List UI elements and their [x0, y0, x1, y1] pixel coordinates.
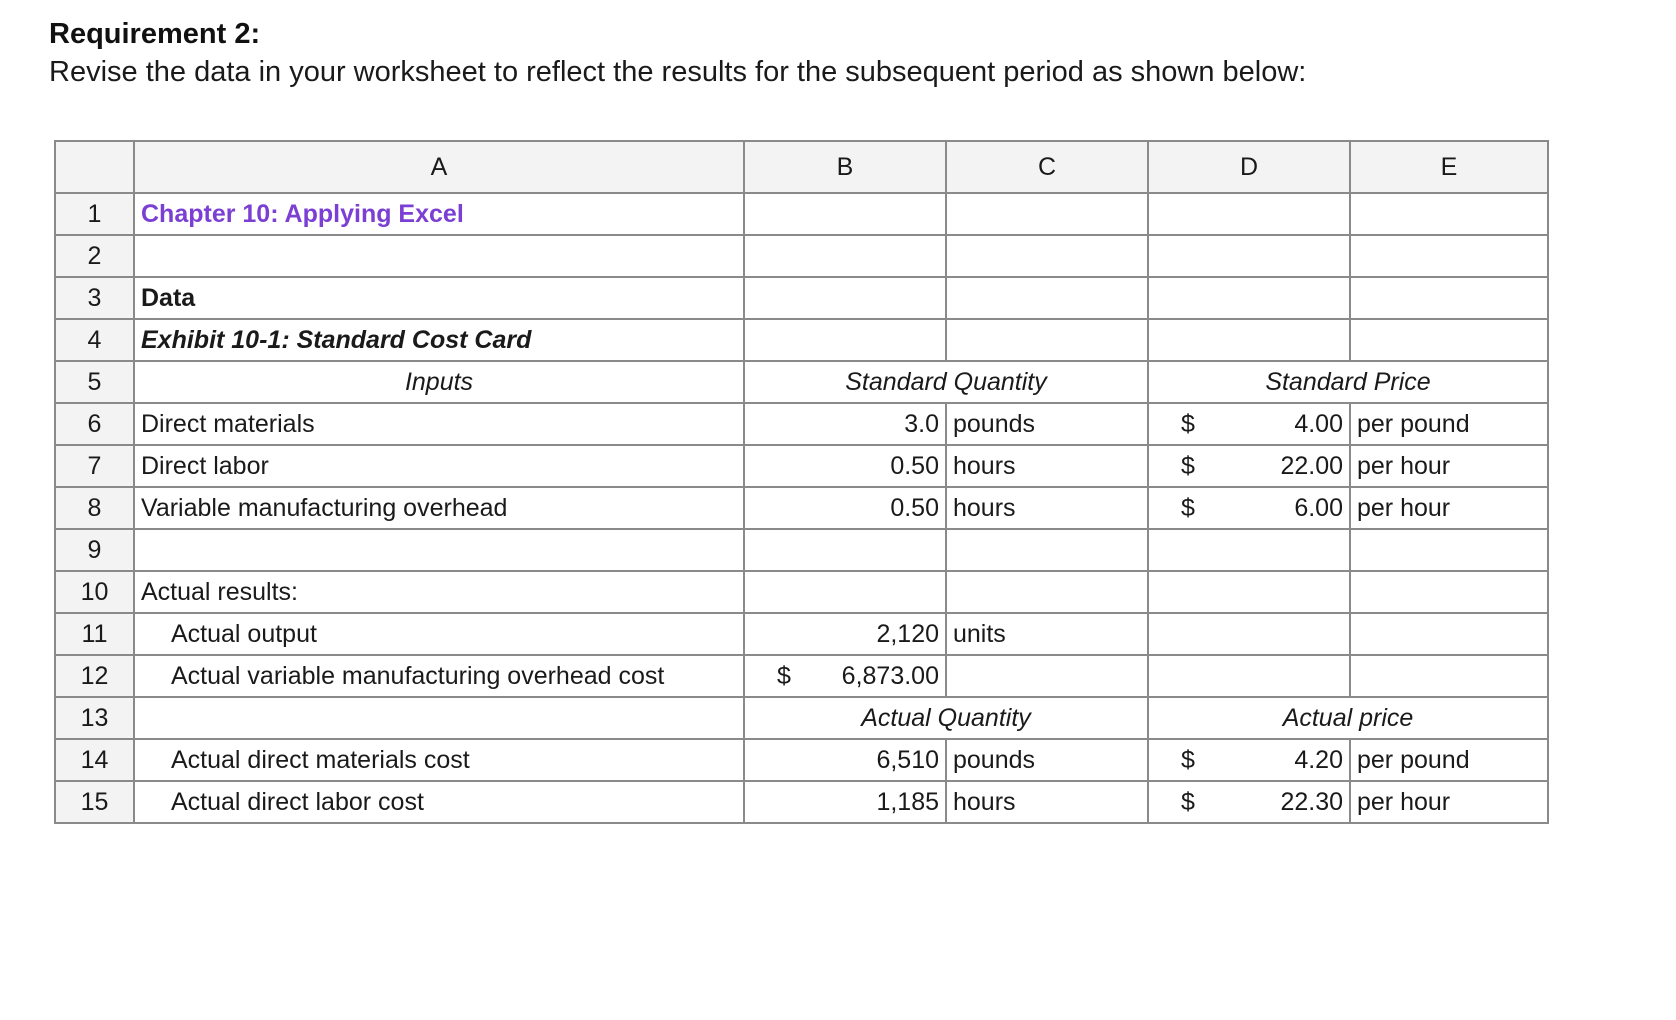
- currency-cell: [1155, 740, 1343, 780]
- currency-cell: [751, 656, 939, 696]
- cell-a8[interactable]: Variable manufacturing overhead: [134, 487, 744, 529]
- sheet-row: [55, 613, 1548, 655]
- currency-cell: [1155, 404, 1343, 444]
- cell-e3[interactable]: [1350, 277, 1548, 319]
- column-header-d[interactable]: D: [1148, 141, 1350, 193]
- price-unit: per pound: [1357, 409, 1470, 438]
- cell-a7[interactable]: Direct labor: [134, 445, 744, 487]
- cell-d15[interactable]: [1148, 781, 1350, 823]
- cell-b12[interactable]: [744, 655, 946, 697]
- row-header[interactable]: 9: [55, 529, 134, 571]
- currency-symbol: $: [1181, 451, 1195, 480]
- sheet-row: [55, 655, 1548, 697]
- cell-d5-e5[interactable]: Standard Price: [1148, 361, 1548, 403]
- price-value: 22.00: [1280, 451, 1343, 480]
- cell-d1[interactable]: [1148, 193, 1350, 235]
- cell-a15[interactable]: Actual direct labor cost: [134, 781, 744, 823]
- cell-a11[interactable]: Actual output: [134, 613, 744, 655]
- cell-value: 6,873.00: [841, 661, 939, 690]
- cell-d9[interactable]: [1148, 529, 1350, 571]
- cell-a9[interactable]: [134, 529, 744, 571]
- sheet-row: [55, 403, 1548, 445]
- sheet-row: [55, 277, 1548, 319]
- cell-a5[interactable]: Inputs: [134, 361, 744, 403]
- price-value: 4.20: [1294, 745, 1343, 774]
- currency-cell: [1155, 782, 1343, 822]
- cell-c1[interactable]: [946, 193, 1148, 235]
- requirement-title: Requirement 2:: [49, 18, 261, 50]
- cell-c9[interactable]: [946, 529, 1148, 571]
- row-header[interactable]: 6: [55, 403, 134, 445]
- row-header[interactable]: 3: [55, 277, 134, 319]
- cell-b7[interactable]: 0.50: [744, 445, 946, 487]
- currency-cell: [1155, 446, 1343, 486]
- row-header[interactable]: 13: [55, 697, 134, 739]
- sheet-row: [55, 529, 1548, 571]
- cell-e10[interactable]: [1350, 571, 1548, 613]
- cell-b15[interactable]: 1,185: [744, 781, 946, 823]
- cell-d14[interactable]: [1148, 739, 1350, 781]
- spreadsheet: [54, 140, 1549, 824]
- cell-c2[interactable]: [946, 235, 1148, 277]
- row-header[interactable]: 4: [55, 319, 134, 361]
- row-header[interactable]: 12: [55, 655, 134, 697]
- cell-d6[interactable]: [1148, 403, 1350, 445]
- row-header[interactable]: 5: [55, 361, 134, 403]
- sheet-row: [55, 319, 1548, 361]
- cell-d3[interactable]: [1148, 277, 1350, 319]
- cell-a6[interactable]: Direct materials: [134, 403, 744, 445]
- cell-a2[interactable]: [134, 235, 744, 277]
- row-header[interactable]: 14: [55, 739, 134, 781]
- cell-d4[interactable]: [1148, 319, 1350, 361]
- cell-b14[interactable]: 6,510: [744, 739, 946, 781]
- cell-b5-c5[interactable]: Standard Quantity: [744, 361, 1148, 403]
- column-header-row: [55, 141, 1548, 193]
- cell-b8[interactable]: 0.50: [744, 487, 946, 529]
- cell-e6[interactable]: [1350, 403, 1548, 445]
- cell-c14[interactable]: pounds: [946, 739, 1148, 781]
- cell-b3[interactable]: [744, 277, 946, 319]
- cell-e9[interactable]: [1350, 529, 1548, 571]
- cell-d11[interactable]: [1148, 613, 1350, 655]
- cell-e14[interactable]: [1350, 739, 1548, 781]
- cell-a13[interactable]: [134, 697, 744, 739]
- currency-symbol: $: [1181, 409, 1195, 438]
- cell-d2[interactable]: [1148, 235, 1350, 277]
- cell-d13-e13[interactable]: Actual price: [1148, 697, 1548, 739]
- cell-e12[interactable]: [1350, 655, 1548, 697]
- cell-a14[interactable]: Actual direct materials cost: [134, 739, 744, 781]
- column-header-e[interactable]: E: [1350, 141, 1548, 193]
- price-unit: per pound: [1357, 745, 1470, 774]
- cell-e15[interactable]: [1350, 781, 1548, 823]
- row-header[interactable]: 2: [55, 235, 134, 277]
- cell-b2[interactable]: [744, 235, 946, 277]
- cell-e8[interactable]: [1350, 487, 1548, 529]
- select-all-corner[interactable]: [55, 141, 134, 193]
- cell-a10[interactable]: Actual results:: [134, 571, 744, 613]
- row-header[interactable]: 11: [55, 613, 134, 655]
- sheet-row: [55, 571, 1548, 613]
- cell-c4[interactable]: [946, 319, 1148, 361]
- price-value: 6.00: [1294, 493, 1343, 522]
- sheet-row: [55, 193, 1548, 235]
- cell-e2[interactable]: [1350, 235, 1548, 277]
- cell-a12[interactable]: Actual variable manufacturing overhead cost: [134, 655, 744, 697]
- row-header[interactable]: 10: [55, 571, 134, 613]
- cell-d8[interactable]: [1148, 487, 1350, 529]
- cell-d10[interactable]: [1148, 571, 1350, 613]
- cell-e11[interactable]: [1350, 613, 1548, 655]
- cell-d12[interactable]: [1148, 655, 1350, 697]
- row-header[interactable]: 1: [55, 193, 134, 235]
- cell-b9[interactable]: [744, 529, 946, 571]
- cell-b10[interactable]: [744, 571, 946, 613]
- price-unit: per hour: [1357, 493, 1451, 522]
- cell-e4[interactable]: [1350, 319, 1548, 361]
- sheet-row: [55, 739, 1548, 781]
- sheet-row: [55, 445, 1548, 487]
- price-value: 4.00: [1294, 409, 1343, 438]
- column-header-a[interactable]: A: [134, 141, 744, 193]
- cell-b1[interactable]: [744, 193, 946, 235]
- sheet-row: [55, 361, 1548, 403]
- row-header[interactable]: 8: [55, 487, 134, 529]
- cell-d7[interactable]: [1148, 445, 1350, 487]
- price-unit: per hour: [1357, 787, 1451, 816]
- currency-symbol: $: [1181, 787, 1195, 816]
- column-header-c[interactable]: C: [946, 141, 1148, 193]
- sheet-row: [55, 235, 1548, 277]
- sheet-row: [55, 487, 1548, 529]
- cell-c10[interactable]: [946, 571, 1148, 613]
- cell-b11[interactable]: 2,120: [744, 613, 946, 655]
- requirement-text: Revise the data in your worksheet to reflect the results for the subsequent period as shown below:: [49, 56, 1307, 88]
- cell-c6[interactable]: pounds: [946, 403, 1148, 445]
- cell-a4[interactable]: Exhibit 10-1: Standard Cost Card: [134, 319, 744, 361]
- price-value: 22.30: [1280, 787, 1343, 816]
- price-unit: per hour: [1357, 451, 1451, 480]
- currency-symbol: $: [777, 661, 791, 690]
- row-header[interactable]: 15: [55, 781, 134, 823]
- cell-b13-c13[interactable]: Actual Quantity: [744, 697, 1148, 739]
- cell-e7[interactable]: [1350, 445, 1548, 487]
- cell-c8[interactable]: hours: [946, 487, 1148, 529]
- currency-symbol: $: [1181, 745, 1195, 774]
- cell-c3[interactable]: [946, 277, 1148, 319]
- currency-symbol: $: [1181, 493, 1195, 522]
- row-header[interactable]: 7: [55, 445, 134, 487]
- cell-c7[interactable]: hours: [946, 445, 1148, 487]
- cell-c11[interactable]: units: [946, 613, 1148, 655]
- currency-cell: [1155, 488, 1343, 528]
- cell-a1[interactable]: Chapter 10: Applying Excel: [134, 193, 744, 235]
- cell-b4[interactable]: [744, 319, 946, 361]
- cell-c15[interactable]: hours: [946, 781, 1148, 823]
- cell-a3[interactable]: Data: [134, 277, 744, 319]
- cell-b6[interactable]: 3.0: [744, 403, 946, 445]
- sheet-row: [55, 781, 1548, 823]
- cell-e1[interactable]: [1350, 193, 1548, 235]
- cell-c12[interactable]: [946, 655, 1148, 697]
- column-header-b[interactable]: B: [744, 141, 946, 193]
- sheet-row: [55, 697, 1548, 739]
